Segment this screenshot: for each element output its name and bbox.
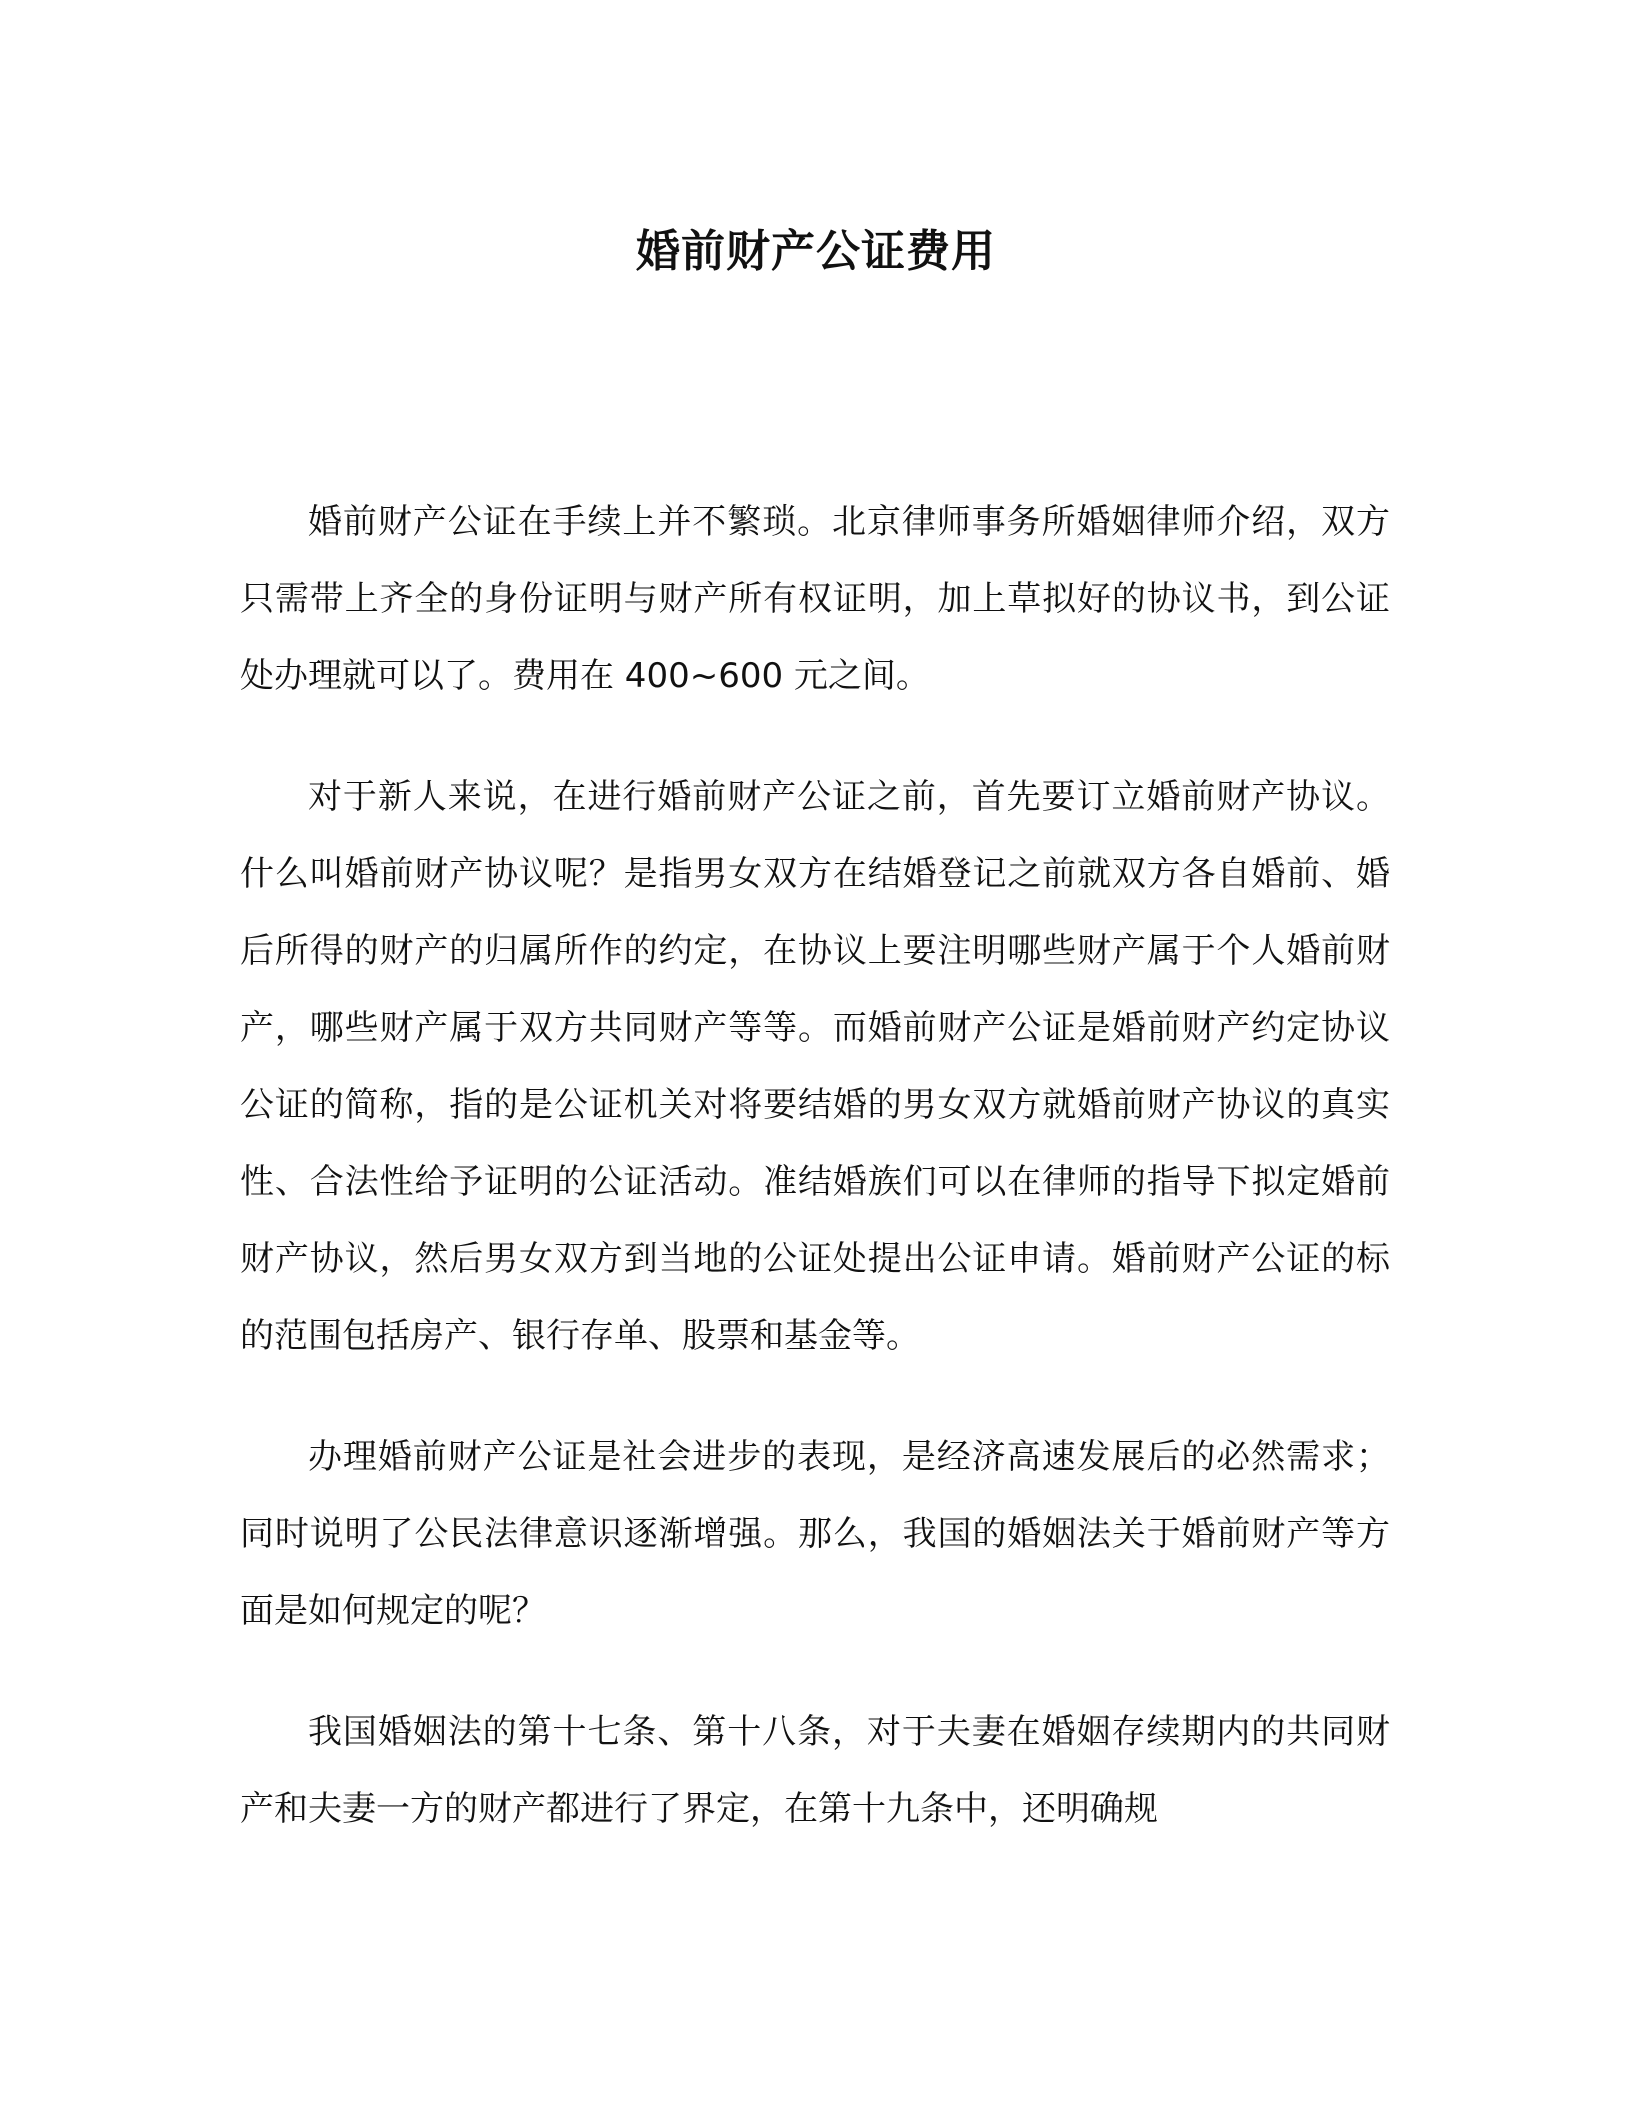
paragraph-2: 对于新人来说，在进行婚前财产公证之前，首先要订立婚前财产协议。什么叫婚前财产协议呢？是指男女双方在结婚登记之前就双方各自婚前、婚后所得的财产的归属所作的约定，在协议上要注明哪些财产属于个人婚前财产，哪些财产属于双方共同财产等等。而婚前财产公证是婚前财产约定协议公证的简称，指的是公证机关对将要结婚的男女双方就婚前财产协议的真实性、合法性给予证明的公证活动。准结婚族们可以在律师的指导下拟定婚前财产协议，然后男女双方到当地的公证处提出公证申请。婚前财产公证的标的范围包括房产、银行存单、股票和基金等。 [240, 777, 1390, 1356]
document-body [240, 484, 1390, 1892]
paragraph-3: 办理婚前财产公证是社会进步的表现，是经济高速发展后的必然需求；同时说明了公民法律意识逐渐增强。那么，我国的婚姻法关于婚前财产等方面是如何规定的呢？ [240, 1437, 1390, 1631]
document-title: 婚前财产公证费用 [636, 226, 996, 277]
paragraph-4: 我国婚姻法的第十七条、第十八条，对于夫妻在婚姻存续期内的共同财产和夫妻一方的财产都进行了界定，在第十九条中，还明确规 [240, 1712, 1390, 1829]
paragraph-1: 婚前财产公证在手续上并不繁琐。北京律师事务所婚姻律师介绍，双方只需带上齐全的身份证明与财产所有权证明，加上草拟好的协议书，到公证处办理就可以了。费用在 400~600 元之间。 [240, 502, 1390, 696]
